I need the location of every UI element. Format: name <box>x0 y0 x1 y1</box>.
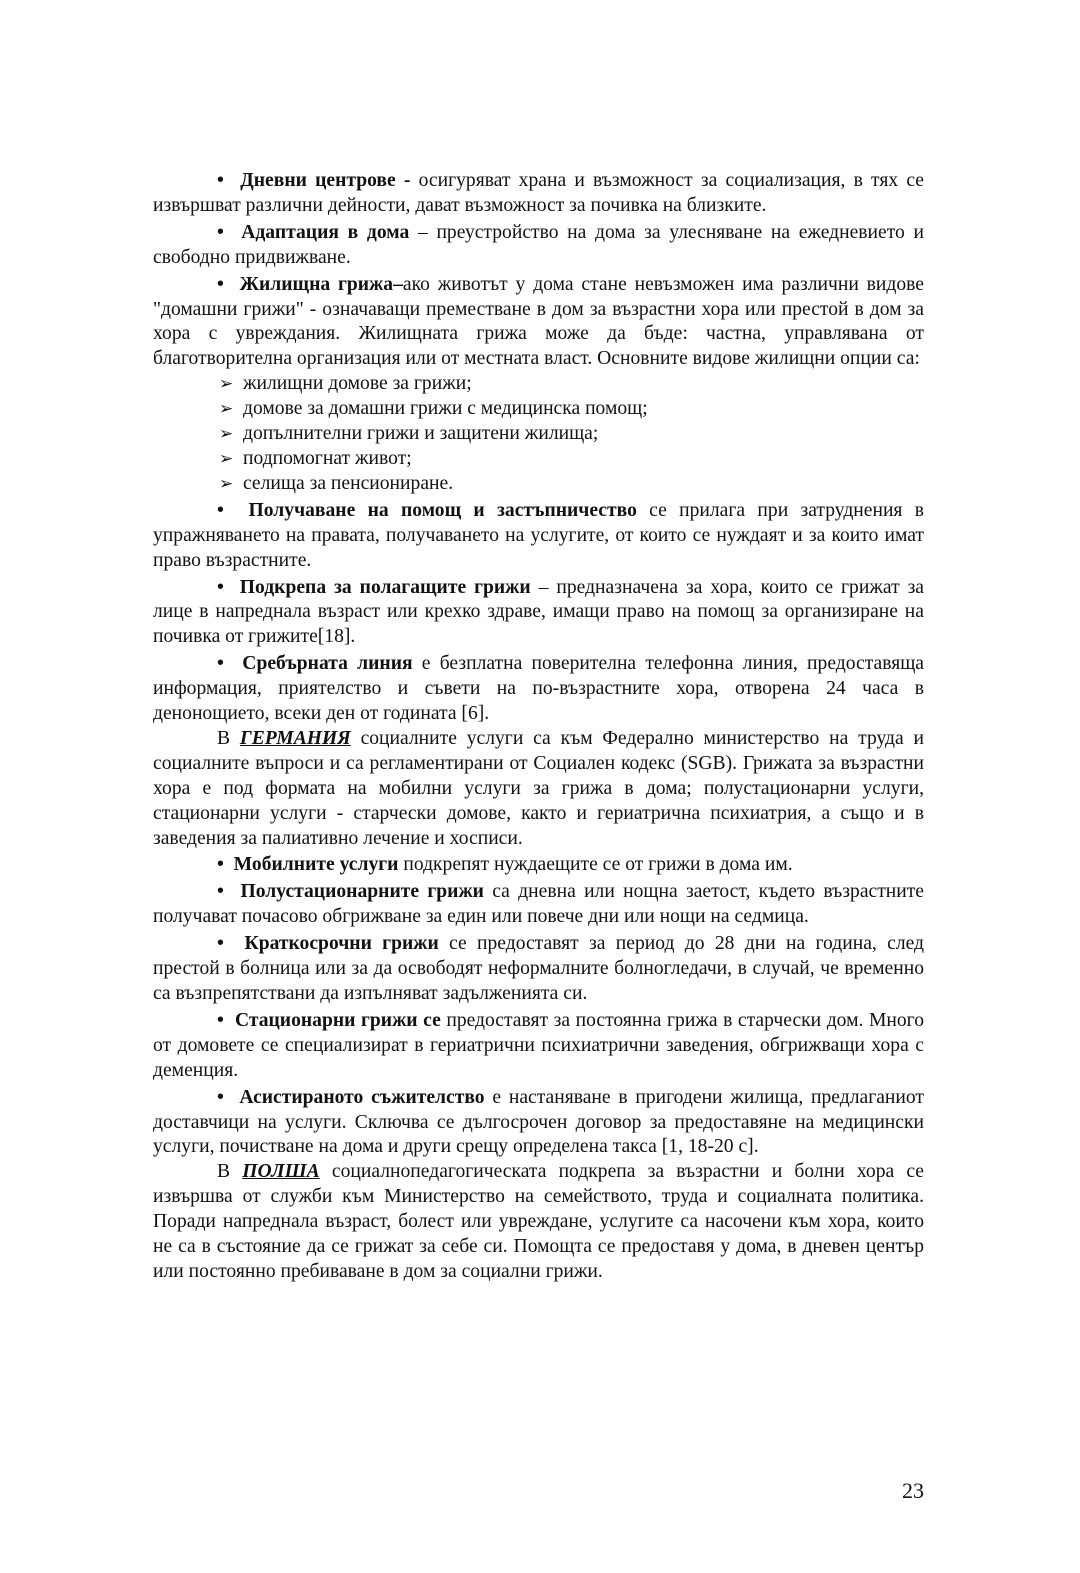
term-silver-line: Сребърната линия <box>242 653 413 675</box>
bullet-icon: • <box>217 576 224 598</box>
page-number: 23 <box>902 1478 924 1503</box>
paragraph-advocacy <box>153 499 924 574</box>
list-item-text: подпомогнат живот; <box>243 447 412 469</box>
list-item <box>219 447 924 472</box>
country-poland: ПОЛША <box>242 1161 320 1183</box>
paragraph-assisted-living <box>153 1086 924 1161</box>
term-short-term: Краткосрочни грижи <box>244 933 439 955</box>
arrow-bullet-icon: ➢ <box>219 424 234 445</box>
germany-prefix: В <box>217 727 240 749</box>
text-semi-stationary: са дневна или нощна заетост, където възрастните получават почасово обгрижване за един или повече дни или нощи на седмица. <box>153 881 925 928</box>
poland-prefix: В <box>217 1161 243 1183</box>
bullet-icon: • <box>217 933 224 955</box>
list-item <box>219 372 924 397</box>
term-semi-stationary: Полустационарните грижи <box>240 881 484 903</box>
text-mobile-services: подкрепят нуждаещите се от грижи в дома им. <box>398 854 793 876</box>
text-home-adaptation: – преустройство на дома за улесняване на ежедневието и свободно придвижване. <box>153 221 924 268</box>
bullet-icon: • <box>217 881 224 903</box>
list-item-text: допълнителни грижи и защитени жилища; <box>243 423 599 445</box>
text-day-centers: осигуряват храна и възможност за социализация, в тях се извършват различни дейности, дават възможност за почивка на близките. <box>153 170 924 216</box>
paragraph-silver-line <box>153 652 924 727</box>
page-body <box>153 169 924 1285</box>
bullet-icon: • <box>217 221 224 243</box>
text-germany: социалните услуги са към Федерално министерство на труда и социалните въпроси и са регламентирани от Социален кодекс (SGB). Грижата за възрастни хора е под формата на мобилни услуги за грижа в дома; полустационарни услуги, стационарни услуги - старчески домове, както и гериатрична психиатрия, а също и в заведения за палиативно лечение и хосписи. <box>153 727 925 849</box>
term-mobile-services: Мобилните услуги <box>233 854 399 876</box>
arrow-bullet-icon: ➢ <box>219 473 234 494</box>
paragraph-semi-stationary <box>153 880 924 930</box>
housing-options-list <box>153 372 924 497</box>
list-item-text: жилищни домове за грижи; <box>243 373 472 395</box>
paragraph-home-adaptation <box>153 221 924 271</box>
bullet-icon: • <box>217 273 224 295</box>
arrow-bullet-icon: ➢ <box>219 399 234 420</box>
paragraph-mobile-services <box>153 853 924 878</box>
text-stationary: предоставят за постоянна грижа в старчески дом. Много от домовете се специализират в гериатрични психиатрични заведения, обгрижващи хора с деменция. <box>153 1009 924 1081</box>
paragraph-housing-care <box>153 273 924 373</box>
text-short-term: се предоставят за период до 28 дни на година, след престой в болница или за да освободят неформалните болногледачи, в случай, че временно са възпрепятствани да изпълняват задълженията си. <box>153 933 924 1004</box>
arrow-bullet-icon: ➢ <box>219 448 234 469</box>
paragraph-day-centers <box>153 169 924 219</box>
arrow-bullet-icon: ➢ <box>219 374 234 395</box>
bullet-icon: • <box>217 1086 224 1108</box>
text-silver-line: е безплатна поверителна телефонна линия, предоставяща информация, приятелство и съвети на по-възрастните хора, отворена 24 часа в денонощието, всеки ден от годината [6]. <box>153 653 924 725</box>
bullet-icon: • <box>217 854 224 876</box>
paragraph-stationary <box>153 1009 924 1084</box>
text-housing-care: ако животът у дома стане невъзможен има различни видове "домашни грижи" - означаващи преместване в дом за възрастни хора или престой в дом за хора с увреждания. Жилищната грижа може да бъде: частна, управлявана от благотворителна организация или от местната власт. Основните видове жилищни опции са: <box>153 273 924 370</box>
term-home-adaptation: Адаптация в дома <box>241 221 410 243</box>
term-housing-care: Жилищна грижа– <box>239 273 403 295</box>
term-advocacy: Получаване на помощ и застъпничество <box>248 499 637 521</box>
term-assisted-living: Асистираното съжителство <box>239 1086 485 1108</box>
paragraph-germany <box>153 727 924 852</box>
text-carer-support: – предназначена за хора, които се грижат за лице в напреднала възраст или крехко здраве, имащи право на помощ за организиране на почивка от грижите[18]. <box>153 576 925 648</box>
list-item-text: селища за пенсиониране. <box>243 472 454 494</box>
list-item <box>219 472 924 497</box>
paragraph-poland <box>153 1160 924 1285</box>
bullet-icon: • <box>217 1009 224 1031</box>
country-germany: ГЕРМАНИЯ <box>239 727 351 749</box>
text-poland: социалнопедагогическата подкрепа за възрастни и болни хора се извършва от служби към Министерство на семейството, труда и социалната политика. Поради напреднала възраст, болест или увреждане, услугите са насочени към хора, които не са в състояние да се грижат за себе си. Помощта се предоставя у дома, в дневен център или постоянно пребиваване в дом за социални грижи. <box>153 1161 924 1282</box>
term-stationary: Стационарни грижи се <box>234 1009 441 1031</box>
bullet-icon: • <box>217 499 224 521</box>
list-item <box>219 397 924 422</box>
paragraph-short-term <box>153 932 924 1007</box>
bullet-icon: • <box>217 653 224 675</box>
text-advocacy: се прилага при затруднения в упражняването на правата, получаването на услугите, от които се нуждаят и за които имат право възрастните. <box>153 499 925 571</box>
paragraph-carer-support <box>153 576 924 651</box>
term-carer-support: Подкрепа за полагащите грижи <box>239 576 531 598</box>
term-day-centers: Дневни центрове - <box>240 170 411 191</box>
text-assisted-living: е настаняване в пригодени жилища, предлаганиот доставчици на услуги. Сключва се дългосрочен договор за предоставяне на медицински услуги, почистване на дома и други срещу определена такса [1, 18-20 с]. <box>153 1086 924 1158</box>
list-item-text: домове за домашни грижи с медицинска помощ; <box>243 398 648 420</box>
bullet-icon: • <box>217 170 224 191</box>
list-item <box>219 422 924 447</box>
